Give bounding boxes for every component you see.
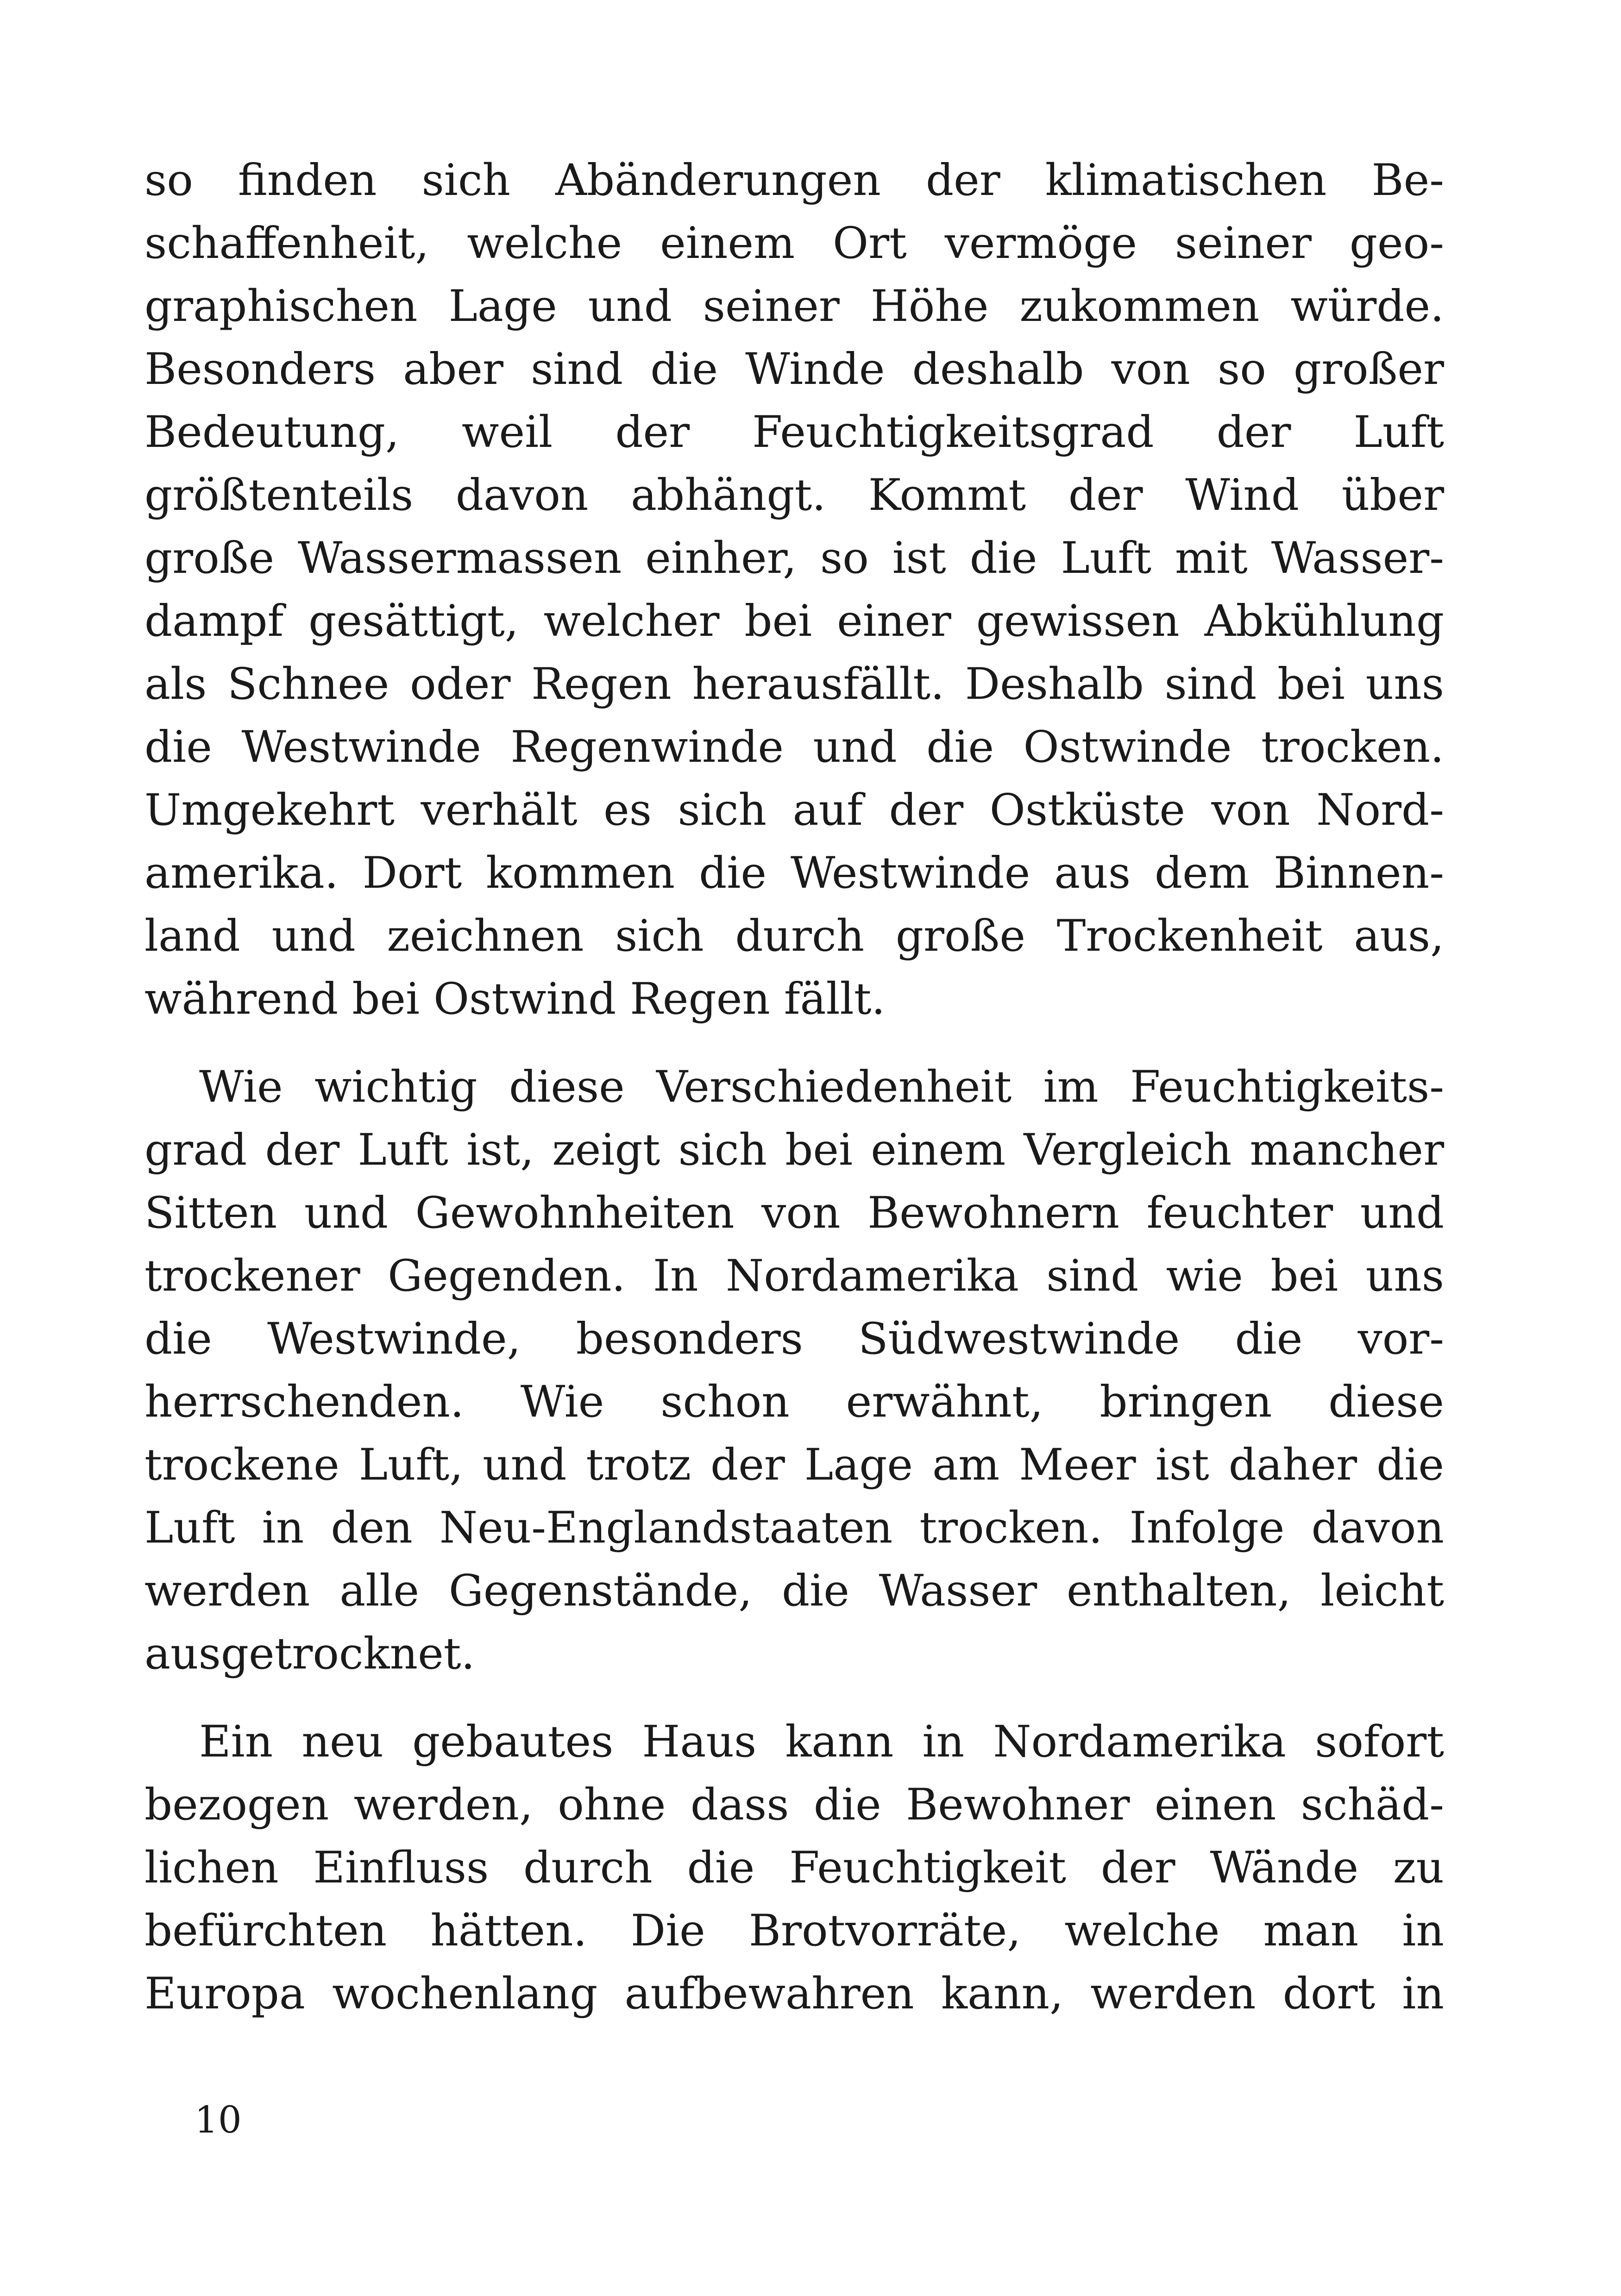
text-line: große Wassermassen einher, so ist die Luft mit Wasser- bbox=[145, 533, 1444, 583]
text-line: als Schnee oder Regen herausfällt. Deshalb sind bei uns bbox=[145, 659, 1444, 709]
text-line: trockene Luft, und trotz der Lage am Meer ist daher die bbox=[145, 1440, 1444, 1490]
paragraph-gap bbox=[145, 1686, 1444, 1711]
page-number: 10 bbox=[195, 2098, 242, 2141]
text-line: größtenteils davon abhängt. Kommt der Wind über bbox=[145, 470, 1444, 521]
text-line: schaffenheit, welche einem Ort vermöge seiner geo- bbox=[145, 218, 1444, 269]
body-text bbox=[145, 149, 1444, 2026]
text-line: ausgetrocknet. bbox=[145, 1629, 475, 1679]
text-line: die Westwinde Regenwinde und die Ostwinde trocken. bbox=[145, 722, 1444, 772]
text-line: graphischen Lage und seiner Höhe zukommen würde. bbox=[145, 281, 1444, 332]
text-line: die Westwinde, besonders Südwestwinde die vor- bbox=[145, 1314, 1444, 1364]
text-line: Wie wichtig diese Verschiedenheit im Feuchtigkeits- bbox=[199, 1062, 1444, 1112]
text-line: dampf gesättigt, welcher bei einer gewissen Abkühlung bbox=[145, 596, 1444, 646]
text-line: land und zeichnen sich durch große Trockenheit aus, bbox=[145, 911, 1444, 961]
text-line: Bedeutung, weil der Feuchtigkeitsgrad der Luft bbox=[145, 407, 1444, 458]
text-line: befürchten hätten. Die Brotvorräte, welche man in bbox=[145, 1906, 1444, 1956]
text-line: so finden sich Abänderungen der klimatischen Be- bbox=[145, 155, 1444, 206]
text-line: lichen Einfluss durch die Feuchtigkeit der Wände zu bbox=[145, 1843, 1444, 1893]
text-line: Sitten und Gewohnheiten von Bewohnern feuchter und bbox=[145, 1188, 1444, 1238]
text-line: Ein neu gebautes Haus kann in Nordamerika sofort bbox=[199, 1717, 1444, 1767]
text-line: amerika. Dort kommen die Westwinde aus dem Binnen- bbox=[145, 848, 1444, 898]
text-line: Europa wochenlang aufbewahren kann, werden dort in bbox=[145, 1969, 1444, 2019]
paragraph-gap bbox=[145, 1031, 1444, 1056]
text-line: während bei Ostwind Regen fällt. bbox=[145, 974, 886, 1024]
text-line: grad der Luft ist, zeigt sich bei einem Vergleich mancher bbox=[145, 1125, 1444, 1175]
text-line: herrschenden. Wie schon erwähnt, bringen diese bbox=[145, 1377, 1444, 1427]
text-line: trockener Gegenden. In Nordamerika sind wie bei uns bbox=[145, 1251, 1444, 1301]
text-line: werden alle Gegenstände, die Wasser enthalten, leicht bbox=[145, 1566, 1444, 1616]
text-line: Umgekehrt verhält es sich auf der Ostküste von Nord- bbox=[145, 785, 1444, 835]
text-line: Luft in den Neu-Englandstaaten trocken. Infolge davon bbox=[145, 1503, 1444, 1553]
text-line: Besonders aber sind die Winde deshalb von so großer bbox=[145, 344, 1444, 395]
text-line: bezogen werden, ohne dass die Bewohner einen schäd- bbox=[145, 1780, 1444, 1830]
